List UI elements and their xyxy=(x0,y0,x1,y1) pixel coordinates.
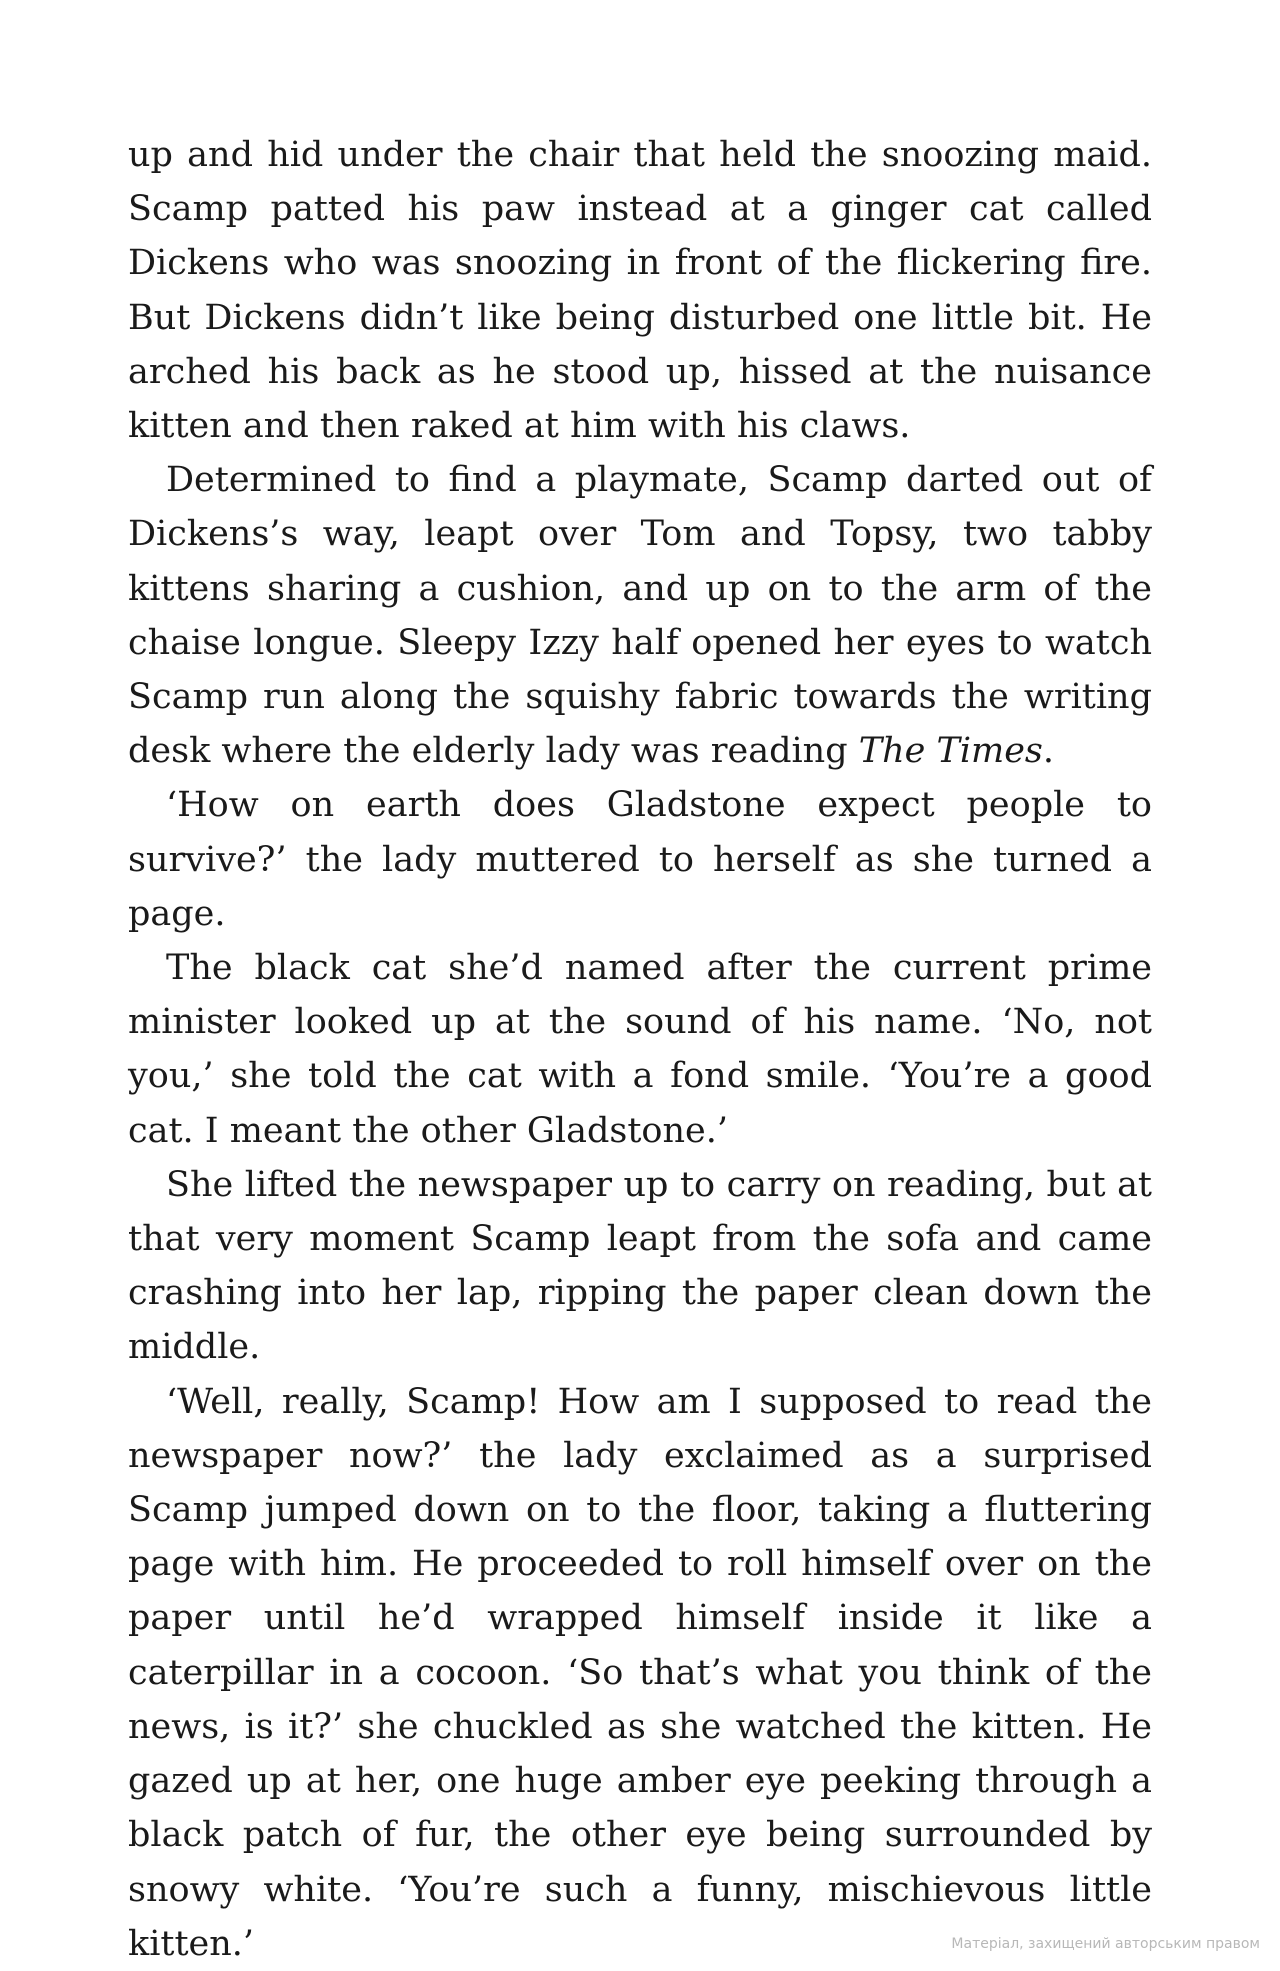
paragraph-2-end: . xyxy=(1042,731,1055,772)
paragraph-3-text: ‘How on earth does Gladstone expect people to survive?’ the lady muttered to herself as she turned a page. xyxy=(128,785,1152,934)
book-page xyxy=(128,128,1152,1971)
paragraph-1 xyxy=(128,128,1152,453)
paragraph-6-text: ‘Well, really, Scamp! How am I supposed to read the newspaper now?’ the lady exclaimed as a surprised Scamp jumped down on to the floor, taking a fluttering page with him. He proceeded to roll himself over on the paper until he’d wrapped himself inside it like a caterpillar in a cocoon. ‘So that’s what you think of the news, is it?’ she chuckled as she watched the kitten. He gazed up at her, one huge amber eye peeking through a black patch of fur, the other eye being surrounded by snowy white. ‘You’re such a funny, mischievous little kitten.’ xyxy=(128,1381,1152,1964)
paragraph-2-text: Determined to find a playmate, Scamp darted out of Dickens’s way, leapt over Tom and Topsy, two tabby kittens sharing a cushion, and up on to the arm of the chaise longue. Sleepy Izzy half opened her eyes to watch Scamp run along the squishy fabric towards the writing desk where the elderly lady was reading xyxy=(128,460,1152,772)
paragraph-2 xyxy=(128,453,1152,778)
paragraph-4-text: The black cat she’d named after the current prime minister looked up at the sound of his name. ‘No, not you,’ she told the cat with a fond smile. ‘You’re a good cat. I meant the other Gladstone.’ xyxy=(128,948,1152,1151)
paragraph-4 xyxy=(128,941,1152,1158)
paragraph-5 xyxy=(128,1158,1152,1375)
paragraph-5-text: She lifted the newspaper up to carry on reading, but at that very moment Scamp leapt from the sofa and came crashing into her lap, ripping the paper clean down the middle. xyxy=(128,1164,1152,1368)
newspaper-title: The Times xyxy=(858,731,1043,772)
copyright-watermark: Матеріал, захищений авторським правом xyxy=(951,1936,1260,1952)
paragraph-1-text: up and hid under the chair that held the snoozing maid. Scamp patted his paw instead at a ginger cat called Dickens who was snoozing in front of the flickering fire. But Dickens didn’t like being disturbed one little bit. He arched his back as he stood up, hissed at the nuisance kitten and then raked at him with his claws. xyxy=(128,135,1152,447)
paragraph-3 xyxy=(128,778,1152,941)
paragraph-6 xyxy=(128,1375,1152,1971)
